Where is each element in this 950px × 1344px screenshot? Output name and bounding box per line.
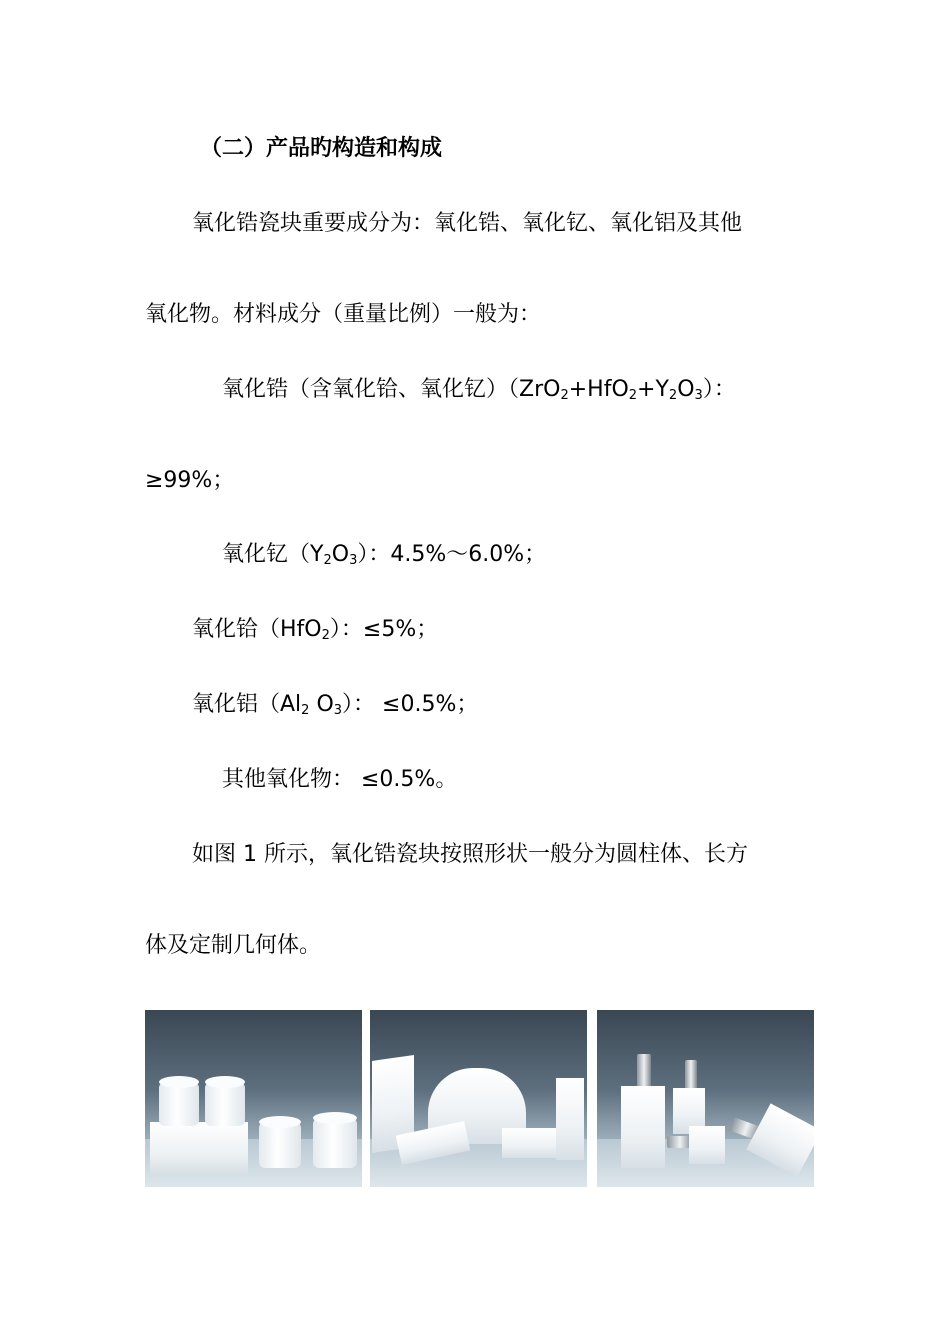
composition-al2o3: 氧化铝（$Al_2$ $O_3$）： ≤0.5%；	[192, 692, 479, 718]
photo-cylinder-blocks	[145, 1010, 362, 1187]
cylinder-top-right	[205, 1082, 245, 1126]
composition-zro2: 氧化锆（含氧化铪、氧化钇）$(ZrO_2+HfO_2+Y_2O_3)$：	[222, 377, 736, 403]
para2-line2: 体及定制几何体。	[145, 933, 322, 958]
photo-custom-blocks	[597, 1010, 814, 1187]
section-heading: （二）产品旳构造和构成	[200, 136, 443, 161]
para2-line1: 如图 1 所示，氧化锆瓷块按照形状一般分为圆柱体、长方	[192, 842, 748, 867]
composition-zro2-value: ≥99%；	[145, 468, 235, 493]
cylinder-small-left	[259, 1122, 301, 1168]
rectangular-base-block	[150, 1122, 248, 1174]
photo-rectangular-blocks	[370, 1010, 587, 1187]
composition-hfo2: 氧化铪（HfO$_2$）：≤5%；	[192, 617, 439, 643]
composition-others: 其他氧化物： ≤0.5%。	[222, 767, 458, 792]
para1-line2: 氧化物。材料成分（重量比例）一般为：	[145, 302, 542, 327]
mandrel-pin-center	[685, 1060, 697, 1090]
mandrel-pin-left	[637, 1054, 651, 1088]
cylinder-top-left	[159, 1082, 199, 1126]
composition-y2o3: 氧化钇$(Y_2O_3)$：4.5%～6.0%；	[222, 542, 547, 568]
para1-line1: 氧化锆瓷块重要成分为：氧化锆、氧化钇、氧化铝及其他	[192, 211, 743, 236]
flat-block-right	[502, 1128, 556, 1158]
tall-block-right	[556, 1078, 584, 1160]
custom-block-front	[689, 1126, 725, 1164]
cylinder-small-right	[313, 1118, 357, 1168]
custom-block-tall	[621, 1086, 665, 1168]
